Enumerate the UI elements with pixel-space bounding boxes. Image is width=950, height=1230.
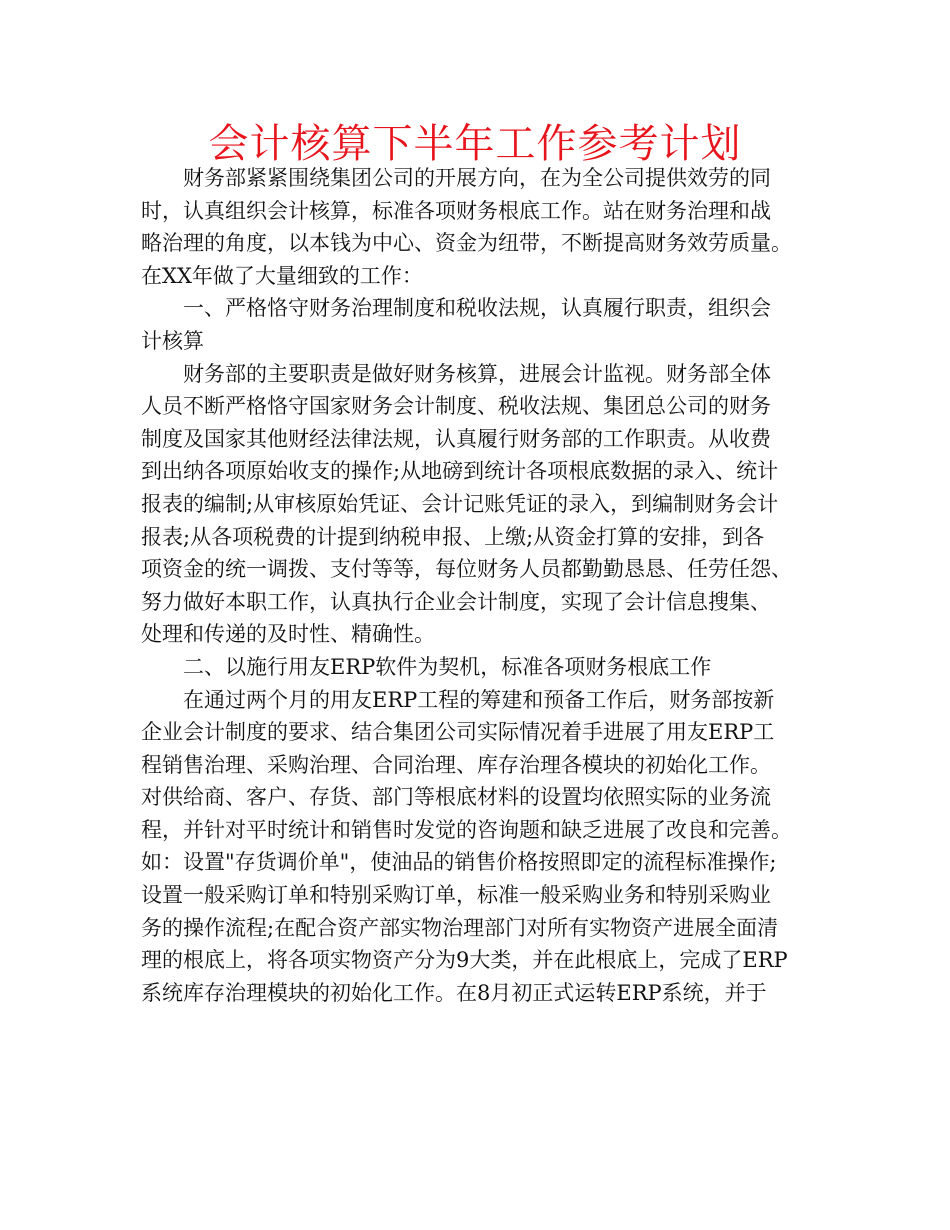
body-text-line: 时，认真组织会计核算，标准各项财务根底工作。站在财务治理和战 (141, 198, 771, 223)
body-text-line: 务的操作流程;在配合资产部实物治理部门对所有实物资产进展全面清 (141, 915, 779, 940)
body-text-line: 财务部的主要职责是做好财务核算，进展会计监视。财务部全体 (183, 361, 771, 386)
body-text-line: 在XX年做了大量细致的工作： (141, 263, 423, 288)
body-text-line: 略治理的角度，以本钱为中心、资金为纽带，不断提高财务效劳质量。 (141, 231, 792, 256)
body-text-line: 人员不断严格恪守国家财务会计制度、税收法规、集团总公司的财务 (141, 394, 771, 419)
body-text-line: 报表的编制;从审核原始凭证、会计记账凭证的录入，到编制财务会计 (141, 491, 779, 516)
body-text-line: 对供给商、客户、存货、部门等根底材料的设置均依照实际的业务流 (141, 785, 771, 810)
body-text-line: 在通过两个月的用友ERP工程的筹建和预备工作后，财务部按新 (183, 687, 775, 712)
document-body (141, 162, 831, 1009)
body-text-line: 企业会计制度的要求、结合集团公司实际情况着手进展了用友ERP工 (141, 720, 775, 745)
body-text-line: 设置一般采购订单和特别采购订单，标准一般采购业务和特别采购业 (141, 883, 771, 908)
body-text-line: 项资金的统一调拨、支付等等，每位财务人员都勤勤恳恳、任劳任怨、 (141, 557, 792, 582)
body-text-line: 理的根底上，将各项实物资产分为9大类，并在此根底上，完成了ERP (141, 948, 788, 973)
body-text-line: 报表;从各项税费的计提到纳税申报、上缴;从资金打算的安排，到各 (141, 524, 765, 549)
body-text-line: 如：设置"存货调价单"，使油品的销售价格按照即定的流程标准操作; (141, 850, 777, 875)
body-text-line: 程销售治理、采购治理、合同治理、库存治理各模块的初始化工作。 (141, 752, 771, 777)
body-text-line: 系统库存治理模块的初始化工作。在8月初正式运转ERP系统，并于 (141, 980, 767, 1005)
body-text-line: 处理和传递的及时性、精确性。 (141, 622, 435, 647)
body-text-line: 计核算 (141, 328, 204, 353)
document-title: 会计核算下半年工作参考计划 (208, 121, 742, 167)
body-text-line: 到出纳各项原始收支的操作;从地磅到统计各项根底数据的录入、统计 (141, 459, 779, 484)
body-text-line: 努力做好本职工作，认真执行企业会计制度，实现了会计信息搜集、 (141, 589, 771, 614)
body-text-line: 程，并针对平时统计和销售时发觉的咨询题和缺乏进展了改良和完善。 (141, 817, 792, 842)
body-text-line: 一、严格恪守财务治理制度和税收法规，认真履行职责，组织会 (183, 296, 771, 321)
body-text-line: 制度及国家其他财经法律法规，认真履行财务部的工作职责。从收费 (141, 426, 771, 451)
body-text-line: 二、以施行用友ERP软件为契机，标准各项财务根底工作 (183, 654, 712, 679)
body-text-line: 财务部紧紧围绕集团公司的开展方向，在为全公司提供效劳的同 (183, 166, 771, 190)
